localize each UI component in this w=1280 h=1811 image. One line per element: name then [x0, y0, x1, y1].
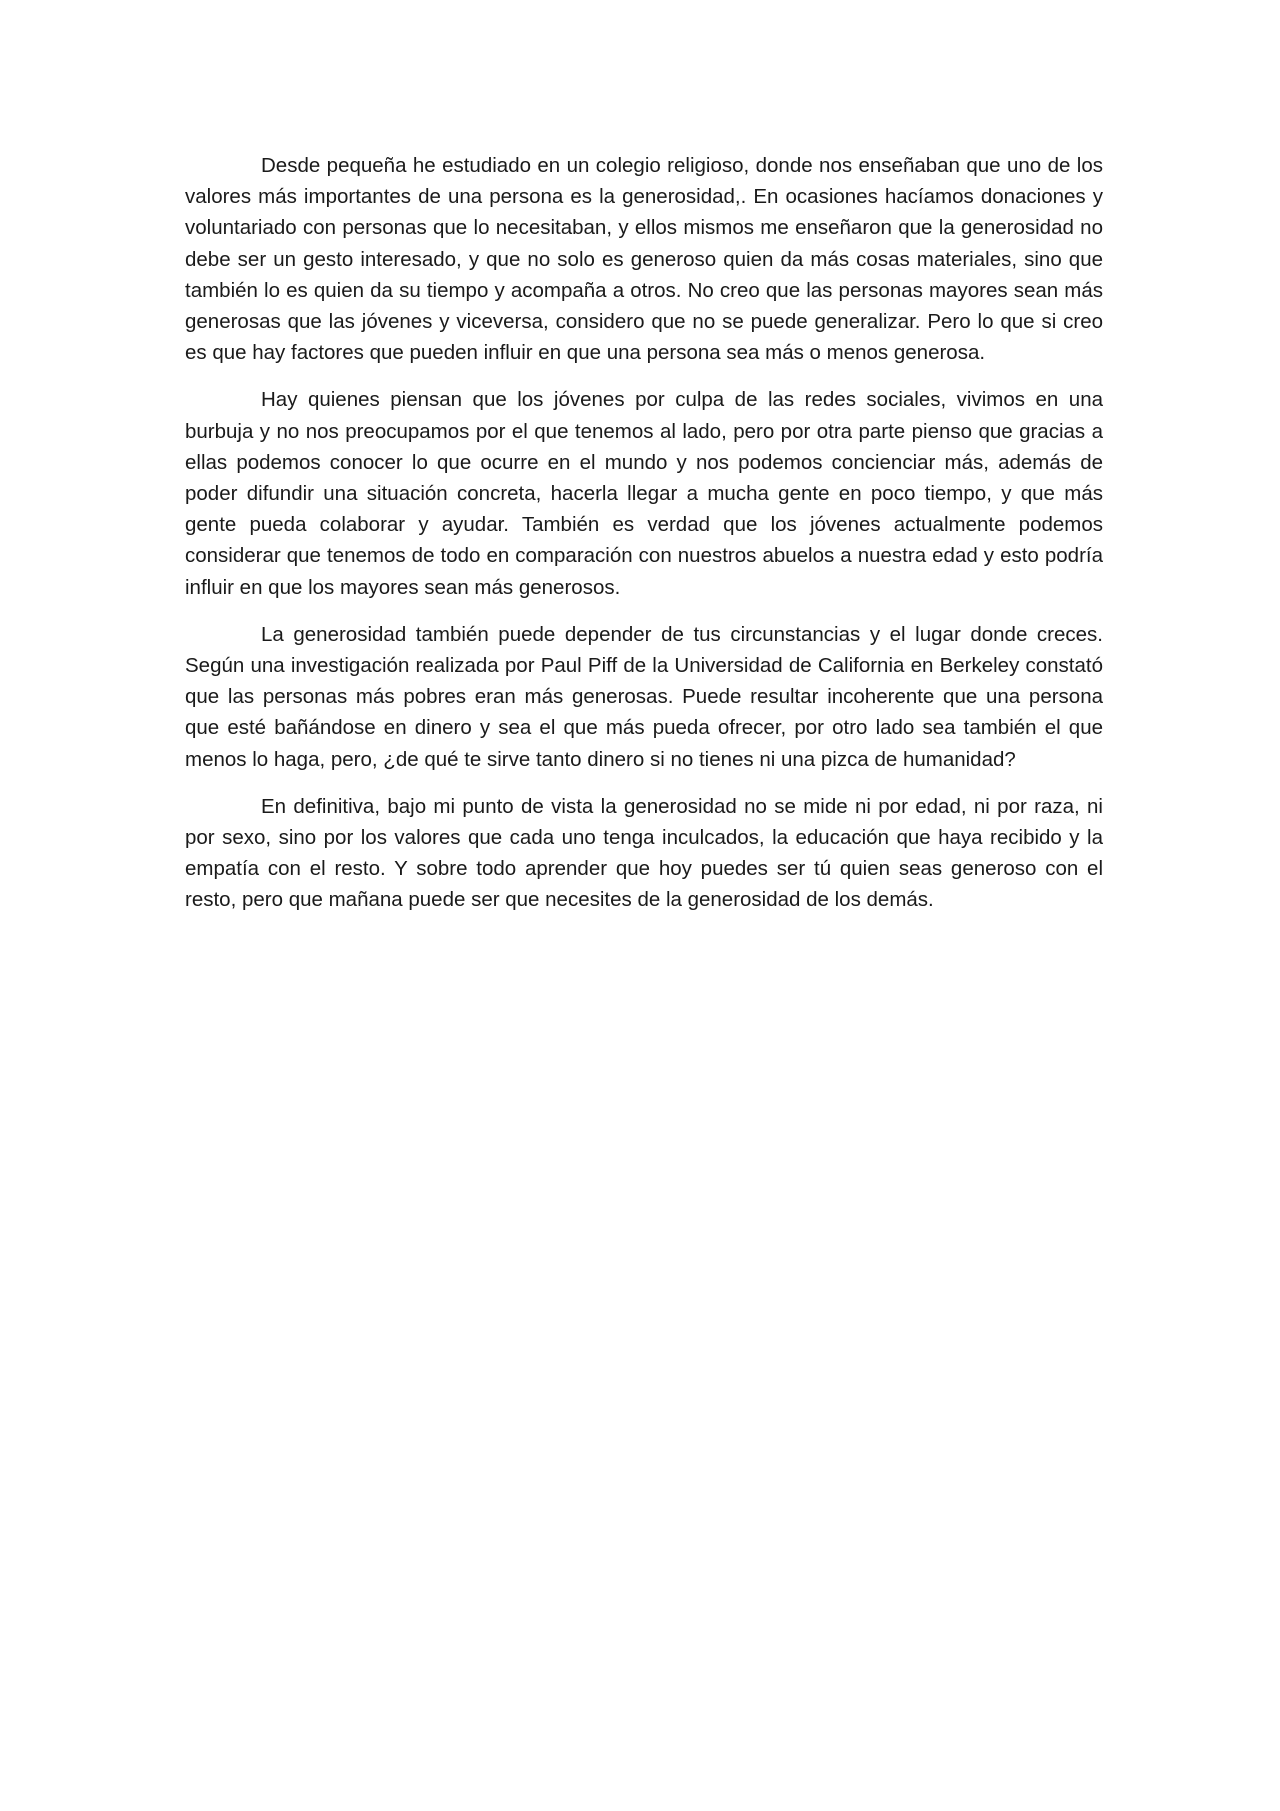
document-body [185, 150, 1103, 932]
paragraph-2: Hay quienes piensan que los jóvenes por culpa de las redes sociales, vivimos en una burbuja y no nos preocupamos por el que tenemos al lado, pero por otra parte pienso que gracias a ellas podemos conocer lo que ocurre en el mundo y nos podemos concienciar más, además de poder difundir una situación concreta, hacerla llegar a mucha gente en poco tiempo, y que más gente pueda colaborar y ayudar. También es verdad que los jóvenes actualmente podemos considerar que tenemos de todo en comparación con nuestros abuelos a nuestra edad y esto podría influir en que los mayores sean más generosos. [185, 388, 1103, 599]
paragraph-3: La generosidad también puede depender de tus circunstancias y el lugar donde creces. Según una investigación realizada por Paul Piff de la Universidad de California en Berkeley constató que las personas más pobres eran más generosas. Puede resultar incoherente que una persona que esté bañándose en dinero y sea el que más pueda ofrecer, por otro lado sea también el que menos lo haga, pero, ¿de qué te sirve tanto dinero si no tienes ni una pizca de humanidad? [185, 622, 1103, 771]
paragraph-1: Desde pequeña he estudiado en un colegio religioso, donde nos enseñaban que uno de los valores más importantes de una persona es la generosidad,. En ocasiones hacíamos donaciones y voluntariado con personas que lo necesitaban, y ellos mismos me enseñaron que la generosidad no debe ser un gesto interesado, y que no solo es generoso quien da más cosas materiales, sino que también lo es quien da su tiempo y acompaña a otros. No creo que las personas mayores sean más generosas que las jóvenes y viceversa, considero que no se puede generalizar. Pero lo que si creo es que hay factores que pueden influir en que una persona sea más o menos generosa. [185, 154, 1103, 365]
paragraph-4: En definitiva, bajo mi punto de vista la generosidad no se mide ni por edad, ni por raza, ni por sexo, sino por los valores que cada uno tenga inculcados, la educación que haya recibido y la empatía con el resto. Y sobre todo aprender que hoy puedes ser tú quien seas generoso con el resto, pero que mañana puede ser que necesites de la generosidad de los demás. [185, 794, 1103, 912]
